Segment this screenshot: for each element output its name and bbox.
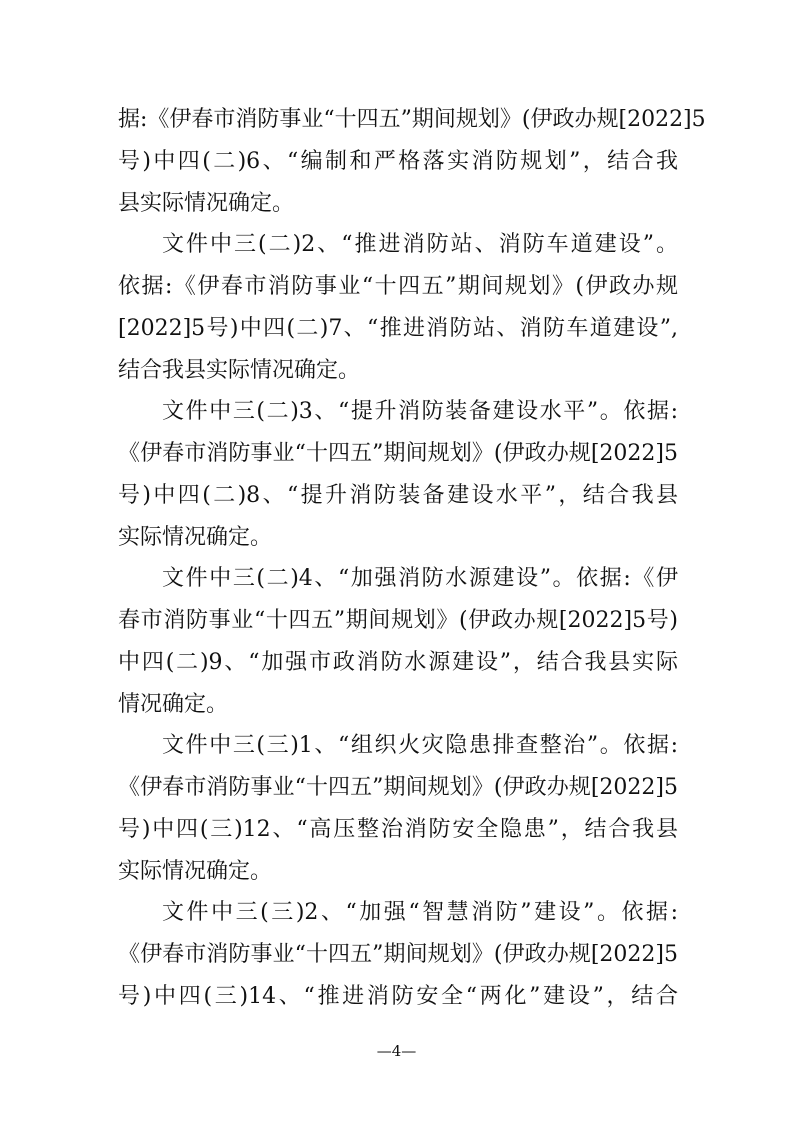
text-line: 春市消防事业“十四五”期间规划》(伊政办规[2022]5号) [118, 608, 678, 633]
paragraph-first-line: 文件中三(二)2、“推进消防站、消防车道建设”。 [162, 232, 678, 257]
text-line: 实际情况确定。 [118, 525, 273, 550]
text-line: 依据:《伊春市消防事业“十四五”期间规划》(伊政办规 [118, 274, 678, 299]
text-line: [2022]5号)中四(二)7、“推进消防站、消防车道建设”, [118, 316, 678, 341]
text-line: 号)中四(三)14、“推进消防安全“两化”建设”，结合 [118, 984, 678, 1009]
text-line: 结合我县实际情况确定。 [118, 358, 361, 383]
page-number: —4— [376, 1042, 417, 1060]
text-line: 号)中四(三)12、“高压整治消防安全隐患”，结合我县 [118, 817, 678, 842]
text-line: 县实际情况确定。 [118, 191, 295, 216]
text-line: 号)中四(二)6、“编制和严格落实消防规划”，结合我 [118, 149, 678, 174]
text-line: 情况确定。 [118, 692, 229, 717]
paragraph-first-line: 文件中三(三)2、“加强“智慧消防”建设”。依据: [162, 900, 678, 925]
text-line: 《伊春市消防事业“十四五”期间规划》(伊政办规[2022]5 [118, 775, 678, 800]
text-line: 据:《伊春市消防事业“十四五”期间规划》(伊政办规[2022]5 [118, 107, 706, 132]
text-line: 号)中四(二)8、“提升消防装备建设水平”，结合我县 [118, 483, 678, 508]
text-line: 实际情况确定。 [118, 859, 273, 884]
text-line: 《伊春市消防事业“十四五”期间规划》(伊政办规[2022]5 [118, 942, 678, 967]
text-line: 中四(二)9、“加强市政消防水源建设”，结合我县实际 [118, 650, 678, 675]
paragraph-first-line: 文件中三(二)3、“提升消防装备建设水平”。依据: [162, 399, 678, 424]
text-line: 《伊春市消防事业“十四五”期间规划》(伊政办规[2022]5 [118, 441, 678, 466]
paragraph-first-line: 文件中三(三)1、“组织火灾隐患排查整治”。依据: [162, 733, 678, 758]
paragraph-first-line: 文件中三(二)4、“加强消防水源建设”。依据:《伊 [162, 566, 678, 591]
